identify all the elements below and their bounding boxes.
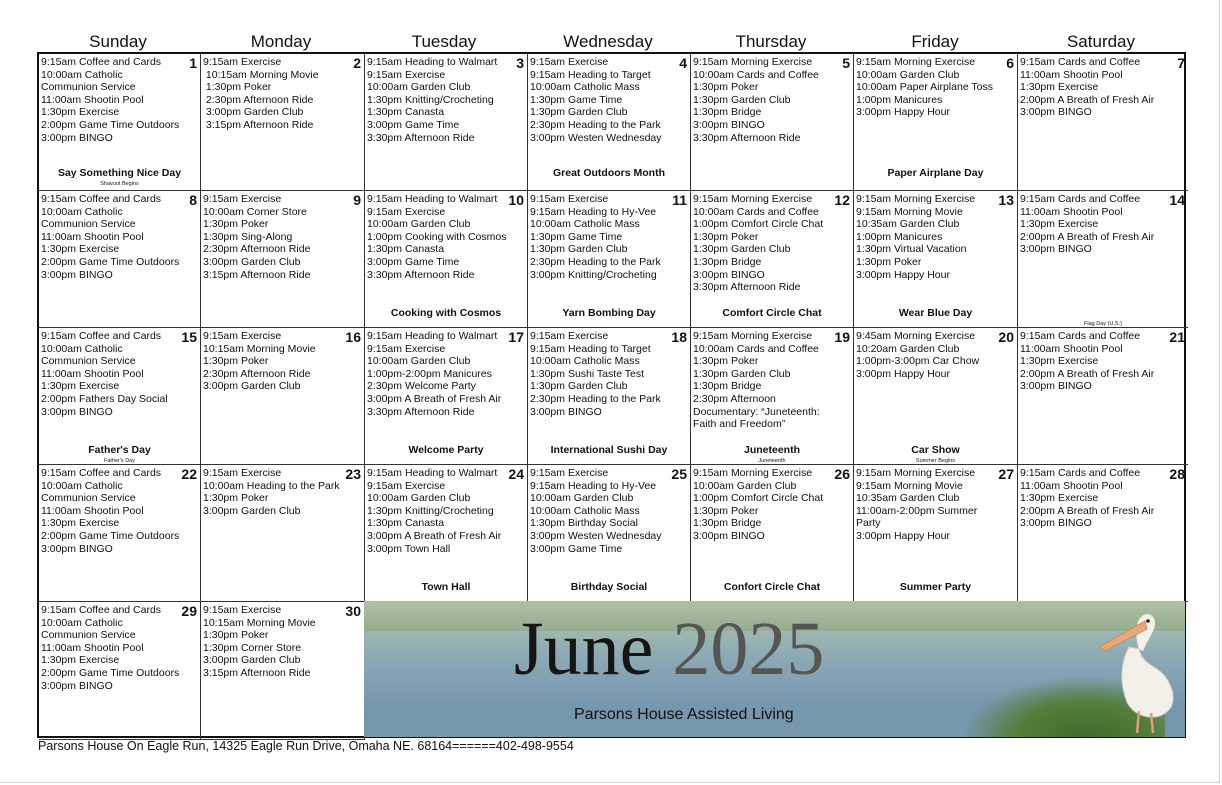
day-events: 9:15am Exercise 10:15am Morning Movie 1:30pm Poker 2:30pm Afternoon Ride 3:00pm Garden Club 3:15pm Afternoon Ride (203, 56, 319, 131)
day-theme: Great Outdoors Month (553, 167, 665, 179)
day-theme: Cooking with Cosmos (390, 307, 502, 319)
day-observance: Juneteenth (758, 458, 786, 464)
day-cell (365, 465, 528, 602)
day-cell (1018, 54, 1188, 191)
day-cell (39, 602, 201, 740)
day-number: 18 (671, 329, 687, 345)
day-number: 19 (834, 329, 850, 345)
day-number: 25 (671, 466, 687, 482)
weekday-sunday: Sunday (89, 32, 147, 51)
day-theme: Town Hall (421, 581, 471, 593)
day-cell (201, 54, 365, 191)
pelican-illustration (1069, 607, 1179, 735)
day-cell (854, 191, 1018, 328)
day-number: 20 (998, 329, 1014, 345)
day-number: 11 (672, 192, 687, 208)
day-cell (365, 54, 528, 191)
day-cell (39, 465, 201, 602)
day-number: 10 (508, 192, 524, 208)
day-events: 9:15am Exercise 9:15am Heading to Hy-Vee 10:00am Catholic Mass 1:30pm Game Time 1:30pm Garden Club 2:30pm Heading to the Park 3:00pm Knitting/Crocheting (530, 193, 661, 281)
day-events: 9:15am Morning Exercise 9:15am Morning Movie 10:35am Garden Club 1:00pm Manicures 1:30pm Virtual Vacation 1:30pm Poker 3:00pm Happy Hour (856, 193, 976, 281)
weekday-tuesday: Tuesday (411, 32, 477, 51)
day-cell (854, 328, 1018, 465)
day-events: 9:15am Morning Exercise 10:00am Garden Club 1:00pm Comfort Circle Chat 1:30pm Poker 1:30pm Bridge 3:00pm BINGO (693, 467, 824, 542)
day-theme: Say Something Nice Day (57, 167, 182, 179)
day-cell (691, 465, 854, 602)
day-observance: Flag Day (U.S.) (1084, 321, 1122, 327)
day-cell (365, 328, 528, 465)
month-name: June (514, 607, 654, 691)
day-events: 9:15am Morning Exercise 10:00am Cards and Coffee 1:30pm Poker 1:30pm Garden Club 1:30pm Bridge 3:00pm BINGO 3:30pm Afternoon Ride (693, 56, 819, 144)
weekday-monday: Monday (250, 32, 312, 51)
day-events: 9:15am Coffee and Cards 10:00am Catholic Communion Service 11:00am Shootin Pool 1:30pm Exercise 2:00pm Fathers Day Social 3:00pm BINGO (41, 330, 168, 418)
day-events: 9:15am Exercise 10:15am Morning Movie 1:30pm Poker 1:30pm Corner Store 3:00pm Garden Club 3:15pm Afternoon Ride (203, 604, 316, 679)
day-events: 9:15am Exercise 10:15am Morning Movie 1:30pm Poker 2:30pm Afternoon Ride 3:00pm Garden Club (203, 330, 316, 393)
day-cell (39, 54, 201, 191)
day-number: 12 (834, 192, 850, 208)
day-events: 9:15am Morning Exercise 10:00am Garden Club 10:00am Paper Airplane Toss 1:00pm Manicures 3:00pm Happy Hour (856, 56, 993, 119)
day-events: 9:15am Heading to Walmart 9:15am Exercise 10:00am Garden Club 1:00pm Cooking with Cosmos 1:30pm Canasta 3:00pm Game Time 3:30pm Afternoon Ride (367, 193, 507, 281)
day-cell (1018, 465, 1188, 602)
day-number: 16 (345, 329, 361, 345)
month-title (514, 609, 824, 689)
day-number: 29 (181, 603, 197, 619)
day-cell (854, 465, 1018, 602)
day-cell (201, 602, 365, 740)
day-number: 8 (189, 192, 197, 208)
day-cell (691, 328, 854, 465)
day-cell (528, 54, 691, 191)
day-events: 9:15am Heading to Walmart 9:15am Exercise 10:00am Garden Club 1:00pm-2:00pm Manicures 2:30pm Welcome Party 3:00pm A Breath of Fresh Air 3:30pm Afternoon Ride (367, 330, 502, 418)
day-observance: Summer Begins (915, 458, 956, 464)
day-theme: Comfort Circle Chat (722, 307, 822, 319)
day-events: 9:15am Exercise 10:00am Heading to the Park 1:30pm Poker 3:00pm Garden Club (203, 467, 340, 517)
day-cell (201, 465, 365, 602)
day-number: 27 (998, 466, 1014, 482)
day-observance: Shavuot Begins (100, 181, 139, 187)
day-cell (365, 191, 528, 328)
day-number: 23 (345, 466, 361, 482)
day-number: 30 (345, 603, 361, 619)
day-events: 9:15am Exercise 10:00am Corner Store 1:30pm Poker 1:30pm Sing-Along 2:30pm Afternoon Ride 3:00pm Garden Club 3:15pm Afternoon Ride (203, 193, 311, 281)
day-cell (201, 191, 365, 328)
day-events: 9:15am Cards and Coffee 11:00am Shootin Pool 1:30pm Exercise 2:00pm A Breath of Fresh Air 3:00pm BINGO (1020, 56, 1155, 119)
day-theme: Wear Blue Day (898, 307, 973, 319)
day-events: 9:15am Cards and Coffee 11:00am Shootin Pool 1:30pm Exercise 2:00pm A Breath of Fresh Air 3:00pm BINGO (1020, 330, 1155, 393)
day-events: 9:15am Exercise 9:15am Heading to Target 10:00am Catholic Mass 1:30pm Sushi Taste Test 1:30pm Garden Club 2:30pm Heading to the Park 3:00pm BINGO (530, 330, 661, 418)
day-number: 4 (679, 55, 687, 71)
day-number: 2 (353, 55, 361, 71)
day-number: 17 (508, 329, 524, 345)
day-theme: Juneteenth (743, 444, 800, 456)
day-events: 9:45am Morning Exercise 10:20am Garden Club 1:00pm-3:00pm Car Chow 3:00pm Happy Hour (856, 330, 980, 380)
day-theme: Welcome Party (408, 444, 484, 456)
day-number: 14 (1169, 192, 1185, 208)
day-events: 9:15am Morning Exercise 9:15am Morning Movie 10:35am Garden Club 11:00am-2:00pm Summer Party 3:00pm Happy Hour (856, 467, 978, 542)
day-number: 28 (1169, 466, 1185, 482)
day-cell (201, 328, 365, 465)
day-theme: Father's Day (88, 444, 151, 456)
day-theme: International Sushi Day (550, 444, 668, 456)
day-theme: Confort Circle Chat (723, 581, 821, 593)
month-banner (364, 601, 1185, 737)
day-events: 9:15am Cards and Coffee 11:00am Shootin Pool 1:30pm Exercise 2:00pm A Breath of Fresh Air 3:00pm BINGO (1020, 467, 1155, 530)
footer-address: Parsons House On Eagle Run, 14325 Eagle Run Drive, Omaha NE. 68164======402-498-9554 (38, 739, 574, 753)
day-cell (528, 328, 691, 465)
day-cell (1018, 328, 1188, 465)
day-cell (691, 191, 854, 328)
day-number: 6 (1006, 55, 1014, 71)
day-events: 9:15am Morning Exercise 10:00am Cards and Coffee 1:00pm Comfort Circle Chat 1:30pm Poker 1:30pm Garden Club 1:30pm Bridge 3:00pm BINGO 3:30pm Afternoon Ride (693, 193, 824, 294)
day-theme: Car Show (911, 444, 960, 456)
day-number: 24 (508, 466, 524, 482)
day-observance: Father's Day (103, 458, 135, 464)
day-events: 9:15am Coffee and Cards 10:00am Catholic Communion Service 11:00am Shootin Pool 1:30pm Exercise 2:00pm Game Time Outdoors 3:00pm BINGO (41, 467, 180, 555)
day-cell (528, 191, 691, 328)
day-number: 22 (181, 466, 197, 482)
weekday-friday: Friday (911, 32, 959, 51)
day-cell (691, 54, 854, 191)
day-number: 5 (842, 55, 850, 71)
day-events: 9:15am Exercise 9:15am Heading to Target 10:00am Catholic Mass 1:30pm Game Time 1:30pm Garden Club 2:30pm Heading to the Park 3:00pm Westen Wednesday (530, 56, 662, 144)
day-theme: Yarn Bombing Day (562, 307, 656, 319)
day-number: 13 (998, 192, 1014, 208)
weekday-wednesday: Wednesday (563, 32, 653, 51)
day-cell (528, 465, 691, 602)
day-number: 3 (516, 55, 524, 71)
day-number: 21 (1169, 329, 1185, 345)
day-theme: Summer Party (899, 581, 972, 593)
day-events: 9:15am Exercise 9:15am Heading to Hy-Vee 10:00am Garden Club 10:00am Catholic Mass 1:30pm Birthday Social 3:00pm Westen Wednesday 3:00pm Game Time (530, 467, 662, 555)
day-number: 15 (181, 329, 197, 345)
day-events: 9:15am Morning Exercise 10:00am Cards and Coffee 1:30pm Poker 1:30pm Garden Club 1:30pm Bridge 2:30pm Afternoon Documentary: “Juneteenth: Faith and Freedom” (693, 330, 820, 431)
day-events: 9:15am Coffee and Cards 10:00am Catholic Communion Service 11:00am Shootin Pool 1:30pm Exercise 2:00pm Game Time Outdoors 3:00pm BINGO (41, 56, 180, 144)
day-cell (1018, 191, 1188, 328)
day-events: 9:15am Heading to Walmart 9:15am Exercise 10:00am Garden Club 1:30pm Knitting/Crocheting 1:30pm Canasta 3:00pm Game Time 3:30pm Afternoon Ride (367, 56, 498, 144)
day-cell (39, 328, 201, 465)
day-number: 26 (834, 466, 850, 482)
day-number: 7 (1177, 55, 1185, 71)
day-cell (39, 191, 201, 328)
day-events: 9:15am Coffee and Cards 10:00am Catholic Communion Service 11:00am Shootin Pool 1:30pm Exercise 2:00pm Game Time Outdoors 3:00pm BINGO (41, 193, 180, 281)
day-events: 9:15am Coffee and Cards 10:00am Catholic Communion Service 11:00am Shootin Pool 1:30pm Exercise 2:00pm Game Time Outdoors 3:00pm BINGO (41, 604, 180, 692)
day-theme: Birthday Social (570, 581, 648, 593)
day-theme: Paper Airplane Day (887, 167, 984, 179)
month-year: 2025 (672, 607, 825, 691)
weekday-saturday: Saturday (1066, 32, 1136, 51)
day-events: 9:15am Cards and Coffee 11:00am Shootin Pool 1:30pm Exercise 2:00pm A Breath of Fresh Air 3:00pm BINGO (1020, 193, 1155, 256)
weekday-thursday: Thursday (735, 32, 807, 51)
day-events: 9:15am Heading to Walmart 9:15am Exercise 10:00am Garden Club 1:30pm Knitting/Crocheting 1:30pm Canasta 3:00pm A Breath of Fresh Air 3:00pm Town Hall (367, 467, 502, 555)
day-number: 1 (189, 55, 197, 71)
day-cell (854, 54, 1018, 191)
day-number: 9 (353, 192, 361, 208)
organization-name: Parsons House Assisted Living (574, 706, 794, 723)
